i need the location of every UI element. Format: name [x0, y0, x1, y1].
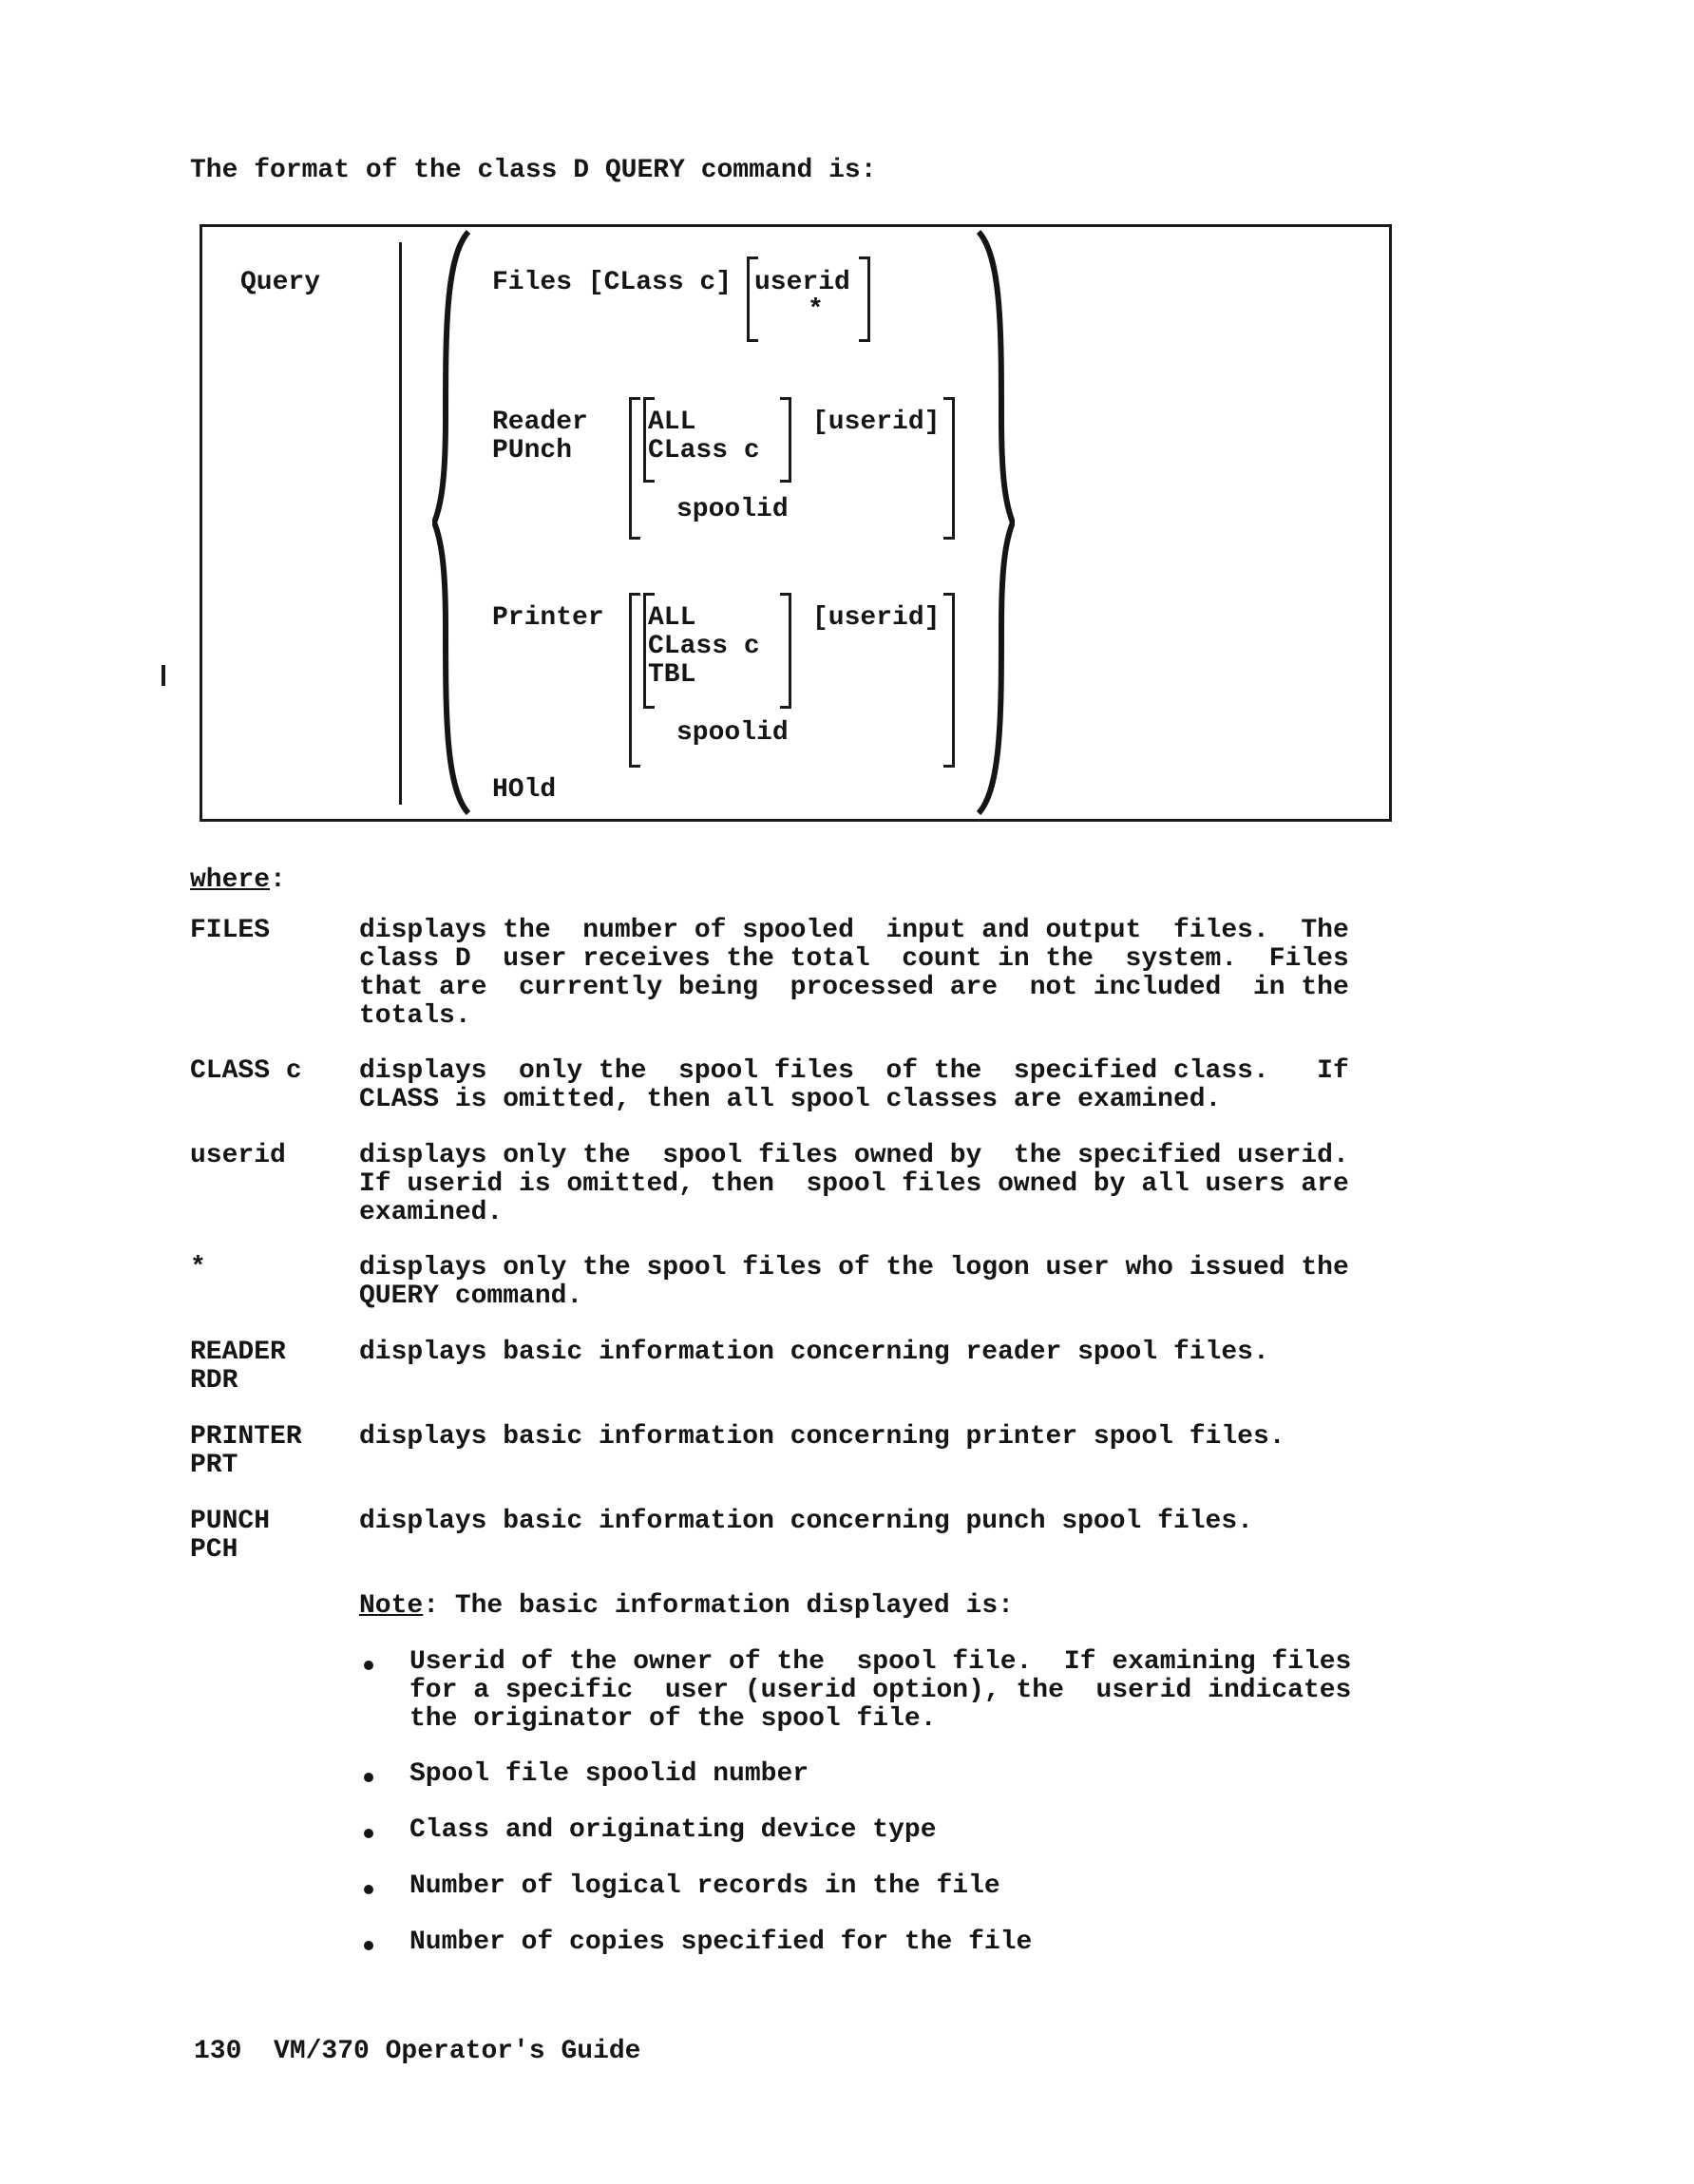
definition-term: FILES: [190, 916, 271, 945]
syntax-printer-spoolid: spoolid: [676, 718, 789, 748]
note: [359, 1592, 1404, 1621]
definition-text: displays basic information concerning printer spool files.: [359, 1422, 1285, 1452]
list-item: Class and originating device type: [409, 1815, 937, 1845]
definition-term: CLASS c: [190, 1056, 302, 1086]
definition-term: PUNCH PCH: [190, 1507, 271, 1565]
where-heading: [190, 866, 286, 895]
syntax-printer-tbl: TBL: [648, 660, 696, 690]
definition-text: displays only the spool files owned by the specified userid. If userid is omitted, then spool files owned by all users are examined.: [359, 1141, 1349, 1227]
change-bar: [162, 665, 165, 686]
list-item: Userid of the owner of the spool file. If examining files for a specific user (userid option), the userid indicates the originator of the spool file.: [409, 1647, 1352, 1734]
syntax-printer-all: ALL: [648, 603, 696, 633]
syntax-reader-class: CLass c: [648, 436, 760, 465]
left-brace-icon: [432, 228, 470, 817]
syntax-reader-userid: [userid]: [812, 408, 941, 437]
definition-text: displays only the spool files of the logon user who issued the QUERY command.: [359, 1253, 1349, 1311]
bullet-icon: [364, 1941, 373, 1950]
note-label: Note: [359, 1591, 424, 1621]
syntax-printer: Printer: [492, 603, 604, 633]
page-footer: 130 VM/370 Operator's Guide: [194, 2037, 641, 2066]
definition-text: displays basic information concerning punch spool files.: [359, 1507, 1253, 1536]
list-item: Number of logical records in the file: [409, 1871, 1000, 1901]
bullet-icon: [364, 1773, 373, 1782]
right-brace-icon: [977, 228, 1015, 817]
definition-text: displays the number of spooled input and output files. The class D user receives the total count in the system. Files that are currently being processed are not included in the totals.: [359, 916, 1349, 1031]
bullet-icon: [364, 1885, 373, 1894]
syntax-files-userid: userid: [754, 268, 850, 297]
definition-term: PRINTER PRT: [190, 1422, 302, 1480]
list-item: Spool file spoolid number: [409, 1759, 809, 1789]
definition-text: displays only the spool files of the specified class. If CLASS is omitted, then all spool classes are examined.: [359, 1056, 1349, 1114]
syntax-files-star: *: [808, 295, 824, 325]
syntax-files: Files [CLass c]: [492, 268, 733, 297]
where-colon: :: [270, 865, 286, 895]
syntax-command: Query: [240, 268, 321, 297]
definition-term: userid: [190, 1141, 286, 1170]
note-text: : The basic information displayed is:: [423, 1591, 1014, 1621]
syntax-punch: PUnch: [492, 436, 573, 465]
syntax-reader: Reader: [492, 408, 588, 437]
definition-term: READER RDR: [190, 1338, 286, 1396]
syntax-reader-all: ALL: [648, 408, 696, 437]
bullet-icon: [364, 1661, 373, 1670]
definition-term: *: [190, 1253, 206, 1282]
list-item: Number of copies specified for the file: [409, 1928, 1033, 1957]
where-label: where: [190, 865, 271, 895]
syntax-printer-class: CLass c: [648, 632, 760, 661]
intro-text: The format of the class D QUERY command is:: [190, 156, 877, 185]
syntax-printer-userid: [userid]: [812, 603, 941, 633]
syntax-reader-spoolid: spoolid: [676, 495, 789, 524]
bullet-icon: [364, 1829, 373, 1838]
syntax-hold: HOld: [492, 775, 557, 805]
definition-text: displays basic information concerning reader spool files.: [359, 1338, 1269, 1367]
